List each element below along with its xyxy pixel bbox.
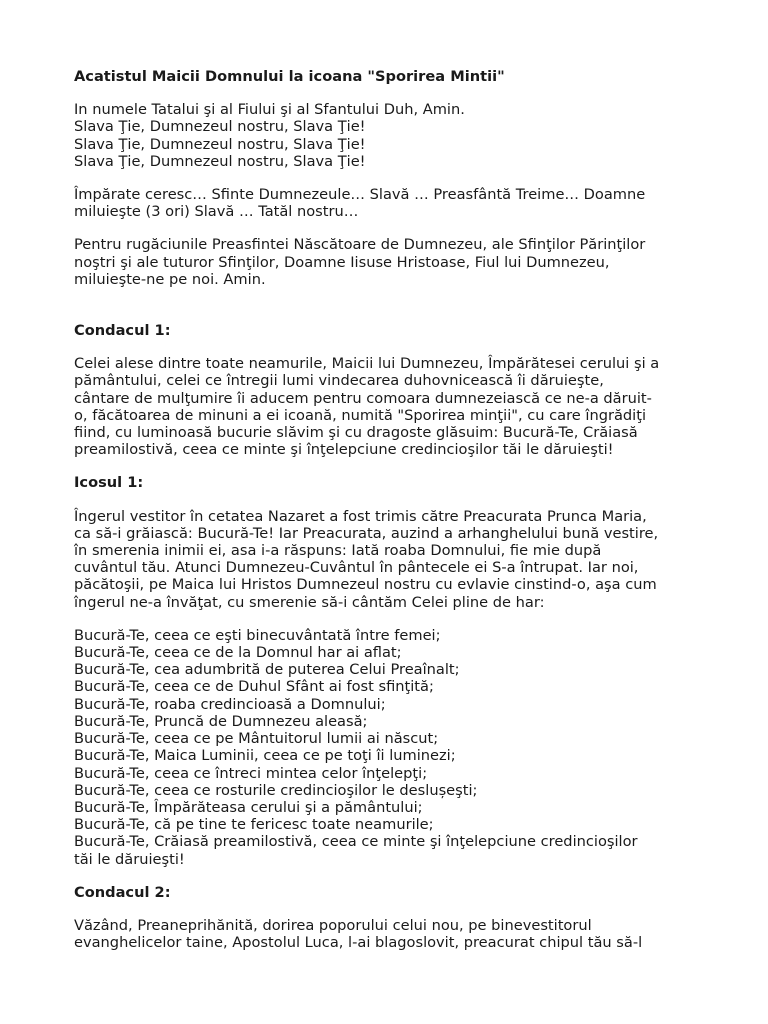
bucura-line: Bucură-Te, ceea ce pe Mântuitorul lumii ai născut; — [74, 730, 439, 748]
bucura-line: Bucură-Te, roaba credincioasă a Domnului; — [74, 695, 386, 713]
bucura-line: Bucură-Te, Împărăteasa cerului şi a pământului; — [74, 798, 423, 816]
icos1-line: ca să-i grăiască: Bucură-Te! Iar Preacurata, auzind a arhanghelului bună vestire, — [74, 524, 659, 542]
condac2-line: Văzând, Preaneprihănită, dorirea poporului celui nou, pe binevestitorul — [74, 916, 592, 934]
bucura-line: Bucură-Te, ceea ce de la Domnul har ai aflat; — [74, 644, 402, 662]
bucura-line: Bucură-Te, ceea ce rosturile credincioşilor le deslușeşti; — [74, 781, 478, 799]
bucura-line: Bucură-Te, ceea ce întreci mintea celor înţelepţi; — [74, 764, 428, 782]
intro-line: Slava Ţie, Dumnezeul nostru, Slava Ţie! — [74, 152, 366, 170]
bucura-list — [74, 627, 714, 868]
bucura-line: tăi le dăruieşti! — [74, 850, 185, 868]
bucura-line: Bucură-Te, ceea ce eşti binecuvântată între femei; — [74, 626, 441, 644]
icos1-line: îngerul ne-a învăţat, cu smerenie să-i cântăm Celei pline de har: — [74, 593, 545, 611]
icos1-heading: Icosul 1: — [74, 474, 144, 492]
bucura-line: Bucură-Te, Pruncă de Dumnezeu aleasă; — [74, 712, 368, 730]
icos1-line: cuvântul tău. Atunci Dumnezeu-Cuvântul în pântecele ei S-a întrupat. Iar noi, — [74, 559, 639, 577]
bucura-line: Bucură-Te, că pe tine te fericesc toate neamurile; — [74, 816, 434, 834]
icos1-line: Îngerul vestitor în cetatea Nazaret a fost trimis către Preacurata Prunca Maria, — [74, 507, 647, 525]
pentru-line: noştri şi ale tuturor Sfinţilor, Doamne Iisuse Hristoase, Fiul lui Dumnezeu, — [74, 253, 610, 271]
pentru-line: miluieşte-ne pe noi. Amin. — [74, 270, 266, 288]
bucura-line: Bucură-Te, cea adumbrită de puterea Celui Preaînalt; — [74, 661, 460, 679]
section-spacer — [74, 304, 714, 322]
intro-line: Slava Ţie, Dumnezeul nostru, Slava Ţie! — [74, 118, 366, 136]
condac2-heading: Condacul 2: — [74, 883, 171, 901]
imparate-line: miluieşte (3 ori) Slavă … Tatăl nostru… — [74, 203, 359, 221]
condac1-line: fiind, cu luminoasă bucurie slăvim şi cu dragoste glăsuim: Bucură-Te, Crăiasă — [74, 424, 638, 442]
condac1-line: cântare de mulţumire îi aducem pentru comoara dumnezeiască ce ne-a dăruit- — [74, 389, 652, 407]
imparate-line: Împărate ceresc… Sfinte Dumnezeule… Slavă … Preasfântă Treime… Doamne — [74, 186, 646, 204]
pentru-paragraph — [74, 236, 714, 288]
condac1-heading: Condacul 1: — [74, 322, 171, 340]
condac1-paragraph — [74, 355, 714, 458]
bucura-line: Bucură-Te, ceea ce de Duhul Sfânt ai fost sfinţită; — [74, 678, 434, 696]
condac1-line: pământului, celei ce întregii lumi vindecarea duhovnicească îi dăruieşte, — [74, 372, 604, 390]
intro-line: In numele Tatalui şi al Fiului şi al Sfantului Duh, Amin. — [74, 101, 465, 119]
condac2-line: evanghelicelor taine, Apostolul Luca, l-ai blagoslovit, preacurat chipul tău să-l — [74, 934, 643, 952]
icos1-line: păcătoşii, pe Maica lui Hristos Dumnezeul nostru cu evlavie cinstind-o, aşa cum — [74, 576, 657, 594]
imparate-paragraph — [74, 186, 714, 220]
condac1-line: o, făcătoarea de minuni a ei icoană, numită "Sporirea minţii", cu care îngrădiţi — [74, 406, 647, 424]
document-page — [74, 68, 714, 967]
intro-paragraph — [74, 101, 714, 170]
icos1-line: în smerenia inimii ei, asa i-a răspuns: Iată roaba Domnului, fie mie după — [74, 542, 602, 560]
icos1-paragraph — [74, 508, 714, 611]
bucura-line: Bucură-Te, Maica Luminii, ceea ce pe toţi îi luminezi; — [74, 747, 456, 765]
pentru-line: Pentru rugăciunile Preasfintei Născătoare de Dumnezeu, ale Sfinţilor Părinţilor — [74, 236, 646, 254]
condac1-line: Celei alese dintre toate neamurile, Maicii lui Dumnezeu, Împărătesei cerului şi a — [74, 355, 660, 373]
condac2-paragraph — [74, 917, 714, 951]
document-title: Acatistul Maicii Domnului la icoana "Sporirea Mintii" — [74, 68, 505, 85]
intro-line: Slava Ţie, Dumnezeul nostru, Slava Ţie! — [74, 135, 366, 153]
bucura-line: Bucură-Te, Crăiasă preamilostivă, ceea ce minte şi înţelepciune credincioşilor — [74, 833, 638, 851]
condac1-line: preamilostivă, ceea ce minte şi înţelepciune credincioşilor tăi le dăruieşti! — [74, 441, 614, 459]
